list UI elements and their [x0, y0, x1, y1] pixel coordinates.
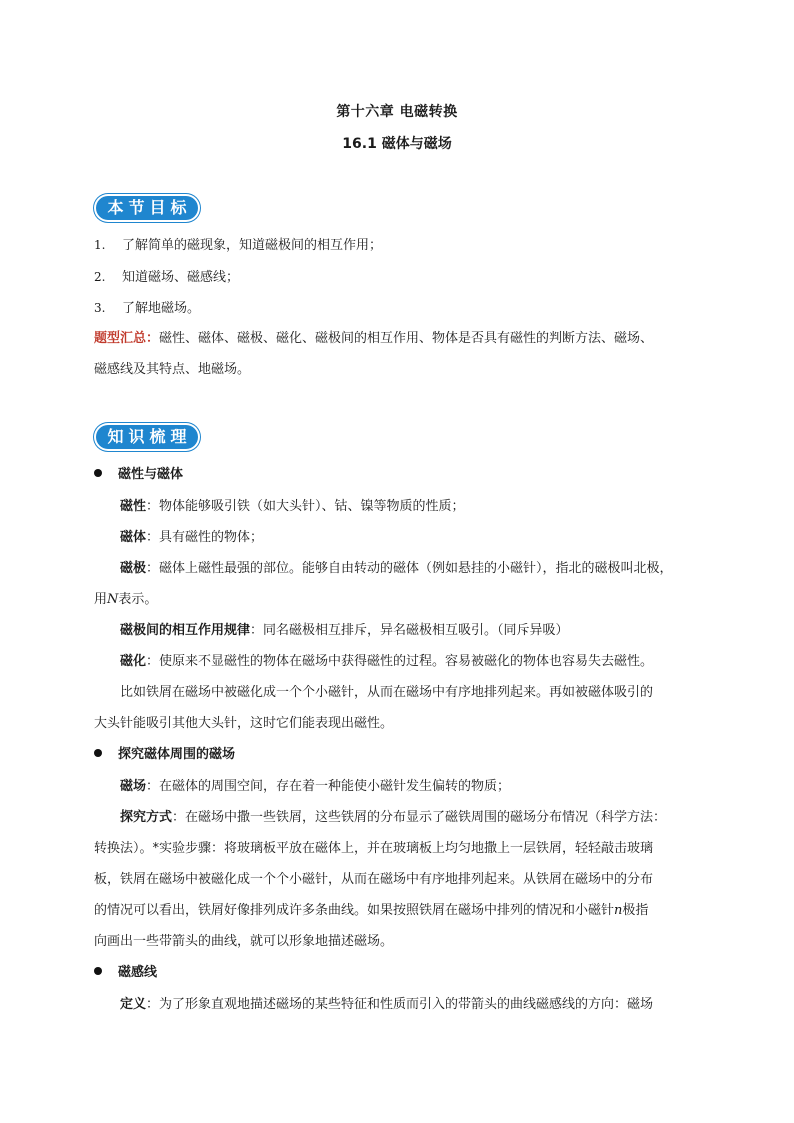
term-text: ：磁体上磁性最强的部位。能够自由转动的磁体（例如悬挂的小磁针），指北的磁极叫北极，	[146, 561, 673, 576]
term-label: 定义	[120, 997, 147, 1012]
paragraph-continuation: 转换法）。*实验步骤：将玻璃板平放在磁体上，并在玻璃板上均匀地撒上一层铁屑，轻轻敲击玻璃	[94, 841, 654, 856]
text-fragment: 极指	[622, 903, 649, 918]
term-label: 磁化	[120, 654, 147, 669]
paragraph	[94, 996, 732, 1014]
term-label: 磁场	[120, 779, 147, 794]
paragraph: 比如铁屑在磁场中被磁化成一个个小磁针，从而在磁场中有序地排列起来。再如被磁体吸引的	[120, 685, 654, 700]
text-fragment: 的情况可以看出，铁屑好像排列成许多条曲线。如果按照铁屑在磁场中排列的情况和小磁针	[94, 903, 615, 918]
goal-item	[94, 236, 704, 255]
text-fragment: 用	[94, 592, 108, 607]
paragraph-continuation	[94, 902, 706, 920]
term-text: ：具有磁性的物体；	[146, 530, 264, 545]
goal-number: 3.	[94, 301, 106, 315]
goal-item	[94, 268, 704, 287]
term-label: 磁体	[120, 530, 147, 545]
paragraph	[94, 809, 732, 827]
paragraph	[94, 498, 732, 516]
summary-line-1	[94, 330, 704, 348]
chapter-title: 第十六章 电磁转换	[336, 104, 458, 120]
paragraph-continuation: 大头针能吸引其他大头针，这时它们能表现出磁性。	[94, 716, 394, 731]
text-fragment: 表示。	[118, 592, 158, 607]
term-text: ：在磁体的周围空间，存在着一种能使小磁针发生偏转的物质；	[146, 779, 511, 794]
term-label: 磁性	[120, 499, 147, 514]
goal-number: 1.	[94, 238, 106, 252]
goals-badge: 本节目标	[94, 194, 200, 222]
symbol-n: n	[614, 903, 623, 918]
paragraph	[94, 653, 732, 671]
goal-text: 了解地磁场。	[122, 301, 201, 316]
term-text: ：物体能够吸引铁（如大头针）、钴、镍等物质的性质；	[146, 499, 465, 514]
knowledge-badge: 知识梳理	[94, 423, 200, 451]
paragraph-continuation: 向画出一些带箭头的曲线，就可以形象地描述磁场。	[94, 934, 394, 949]
goal-number: 2.	[94, 270, 106, 284]
bullet-heading-2	[94, 746, 235, 764]
term-label: 磁极	[120, 561, 147, 576]
bullet-dot	[94, 469, 102, 477]
term-text: ：使原来不显磁性的物体在磁场中获得磁性的过程。容易被磁化的物体也容易失去磁性。	[146, 654, 654, 669]
bullet-heading-1	[94, 466, 183, 484]
bullet-heading-text: 磁感线	[118, 965, 158, 980]
term-label: 磁极间的相互作用规律	[120, 623, 251, 638]
goal-text: 知道磁场、磁感线；	[122, 270, 240, 285]
bullet-heading-3	[94, 964, 157, 982]
symbol-n: N	[107, 592, 119, 607]
term-text: ：同名磁极相互排斥，异名磁极相互吸引。（同斥异吸）	[250, 623, 569, 638]
term-label: 探究方式	[120, 810, 173, 825]
summary-label: 题型汇总：	[94, 331, 160, 346]
term-text: ：在磁场中撒一些铁屑，这些铁屑的分布显示了磁铁周围的磁场分布情况（科学方法：	[172, 810, 667, 825]
summary-line-2: 磁感线及其特点、地磁场。	[94, 362, 251, 377]
term-text: ：为了形象直观地描述磁场的某些特征和性质而引入的带箭头的曲线磁感线的方向：磁场	[146, 997, 654, 1012]
bullet-dot	[94, 749, 102, 757]
paragraph	[94, 778, 732, 796]
paragraph	[94, 529, 732, 547]
goal-text: 了解简单的磁现象，知道磁极间的相互作用；	[122, 238, 383, 253]
goal-item	[94, 299, 704, 318]
paragraph	[94, 622, 732, 640]
paragraph-continuation: 板，铁屑在磁场中被磁化成一个个小磁针，从而在磁场中有序地排列起来。从铁屑在磁场中的分布	[94, 872, 654, 887]
summary-text: 磁性、磁体、磁极、磁化、磁极间的相互作用、物体是否具有磁性的判断方法、磁场、	[159, 331, 654, 346]
bullet-heading-text: 探究磁体周围的磁场	[118, 747, 236, 762]
bullet-dot	[94, 967, 102, 975]
paragraph-continuation	[94, 591, 706, 609]
paragraph	[94, 560, 732, 578]
section-title: 16.1 磁体与磁场	[342, 136, 452, 152]
bullet-heading-text: 磁性与磁体	[118, 467, 184, 482]
